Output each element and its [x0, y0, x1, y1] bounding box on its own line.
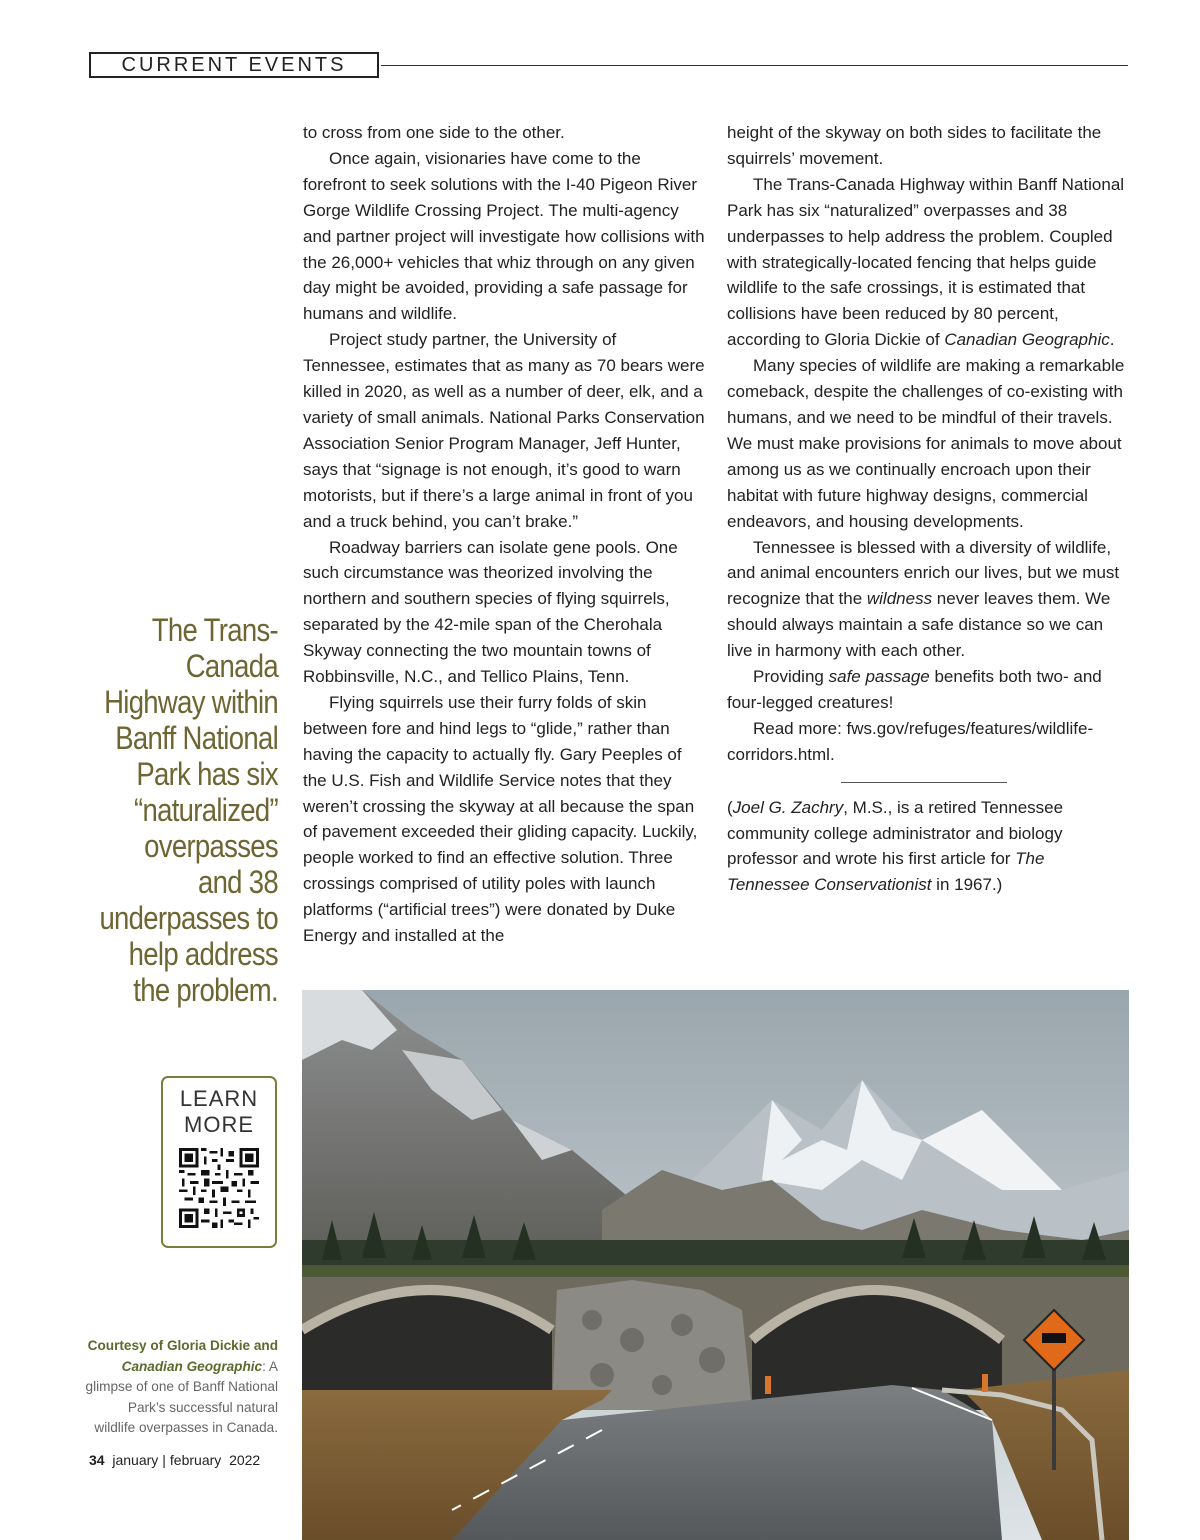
paragraph: Once again, visionaries have come to the forefront to seek solutions with the I-40 Pigeon River Gorge Wildlife Crossing Project. The multi-agency and partner project will investigate how collisions with the 26,000+ vehicles that whiz through on any given day might be avoided, providing a safe passage for humans and wildlife. — [303, 148, 705, 324]
paragraph: Project study partner, the University of Tennessee, estimates that as many as 70 bears were killed in 2020, as well as a number of deer, elk, and a variety of small animals. National Parks Conservation Association Senior Program Manager, Jeff Hunter, says that “signage is not enough, it’s good to warn motorists, but if there’s a large animal in front of you and a truck behind, you can’t brake.” — [303, 330, 705, 531]
page-folio: 34 january | february 2022 — [89, 1452, 261, 1468]
page-number: 34 — [89, 1452, 105, 1468]
paragraph: height of the skyway on both sides to facilitate the squirrels’ movement. — [727, 123, 1102, 168]
header-rule — [381, 65, 1128, 66]
article-column-1 — [303, 120, 705, 949]
qr-code-icon[interactable] — [179, 1148, 259, 1228]
issue-month: january — [112, 1452, 159, 1468]
paragraph: Many species of wildlife are making a remarkable comeback, despite the challenges of co-existing with humans, and we need to be mindful of their travels. We must make provisions for animals to move about among us as we continually encroach upon their habitat with future highway designs, commercial endeavors, and housing developments. — [727, 356, 1125, 531]
paragraph: Roadway barriers can isolate gene pools. One such circumstance was theorized involving the northern and southern species of flying squirrels, separated by the 42-mile span of the Cherohala Skyway connecting the two mountain towns of Robbinsville, N.C., and Tellico Plains, Tenn. — [303, 537, 678, 687]
wildlife-overpass-photo — [302, 990, 1129, 1540]
issue-month-2: february — [169, 1452, 222, 1468]
learn-more-label: LEARN MORE — [179, 1086, 259, 1137]
paragraph: Flying squirrels use their furry folds of skin between fore and hind legs to “glide,” rather than having the capacity to actually fly. Gary Peeples of the U.S. Fish and Wildlife Service notes that they weren’t crossing the skyway at all because the span of pavement exceeded their gliding capacity. Luckily, people worked to find an effective solution. Three crossings comprised of utility poles with launch platforms (“artificial trees”) were donated by Duke Energy and installed at the — [303, 692, 698, 946]
article-column-2 — [727, 120, 1129, 898]
author-bio: (Joel G. Zachry, M.S., is a retired Tennessee community college administrator and biology professor and wrote his first article for The Tennessee Conservationist in 1967.) — [727, 797, 1064, 895]
pull-quote: The Trans-Canada Highway within Banff National Park has six “naturalized” overpasses and 38 underpasses to help address the problem. — [99, 612, 278, 1008]
paragraph: Tennessee is blessed with a diversity of wildlife, and animal encounters enrich our lives, but we must recognize that the wildness never leaves them. We should always maintain a safe distance so we can live in harmony with each other. — [727, 537, 1120, 661]
paragraph: to cross from one side to the other. — [303, 123, 565, 142]
paragraph: Providing safe passage benefits both two- and four-legged creatures! — [727, 667, 1102, 712]
bio-divider — [841, 782, 1007, 783]
read-more-link[interactable]: Read more: fws.gov/refuges/features/wildlife-corridors.html. — [727, 718, 1094, 764]
learn-more-box[interactable] — [161, 1076, 277, 1248]
photo-caption: Courtesy of Gloria Dickie and Canadian Geographic: A glimpse of one of Banff National Park’s successful natural wildlife overpasses in Canada. — [85, 1338, 278, 1435]
publication-name: Canadian Geographic — [944, 330, 1110, 350]
section-label: CURRENT EVENTS — [89, 52, 379, 78]
photo-credit: Courtesy of Gloria Dickie and Canadian Geographic — [87, 1338, 278, 1374]
paragraph: The Trans-Canada Highway within Banff National Park has six “naturalized” overpasses and 38 underpasses to help address the problem. Coupled with strategically-located fencing that helps guide wildlife to the safe crossings, it is estimated that collisions have been reduced by 80 percent, according to Gloria Dickie of Canadian Geographic. — [727, 174, 1125, 350]
issue-year: 2022 — [229, 1452, 261, 1468]
